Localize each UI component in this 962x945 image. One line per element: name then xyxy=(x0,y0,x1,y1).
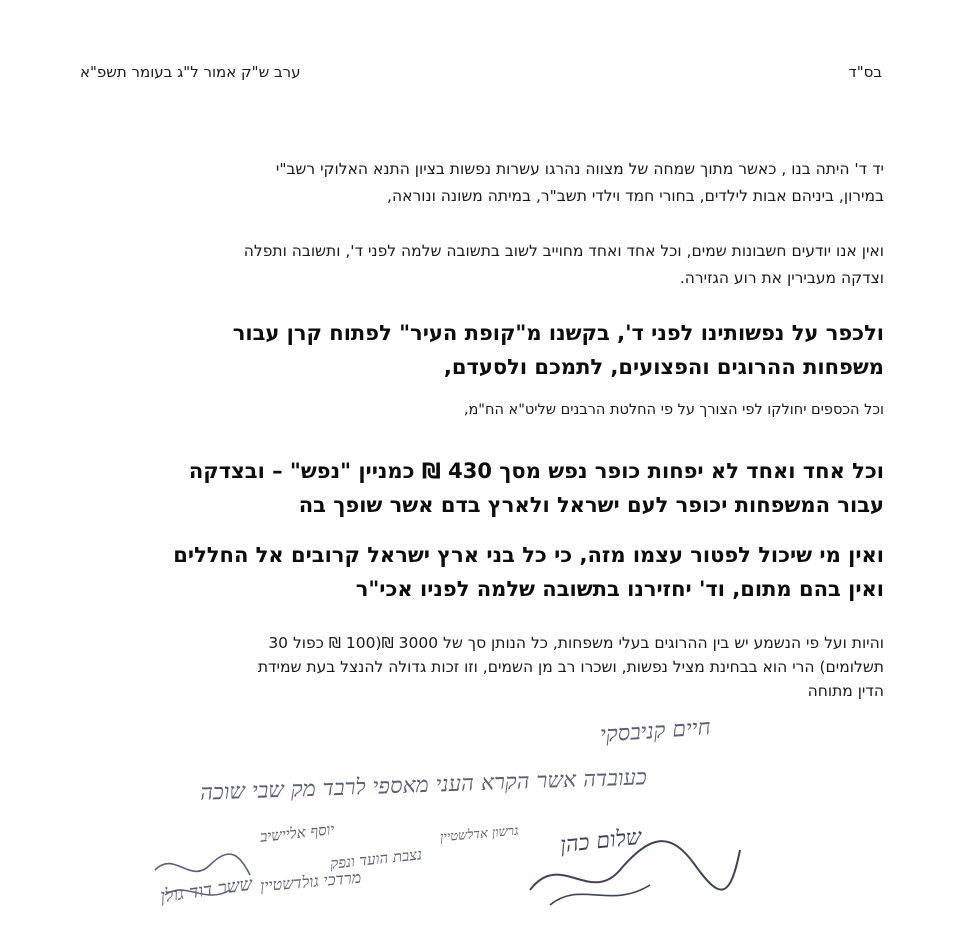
para6-line2: ואין בהם מתום, וד' יחזירנו בתשובה שלמה לפניו אכי"ר xyxy=(355,577,884,601)
signature-5: יוסף אליישיב xyxy=(259,820,336,846)
signature-3: שלום כהן xyxy=(558,824,643,859)
para7-line2: תשלומים) הרי הוא בבחינת מציל נפשות, ושכרו רב מן השמים, וזו זכות גדולה להנצל בעת שמידת xyxy=(257,658,884,676)
para7-line3: הדין מתוחה xyxy=(807,682,884,700)
para1-line2: במירון, ביניהם אבות לילדים, בחורי חמד וילדי תשב"ר, במיתה משונה ונוראה, xyxy=(387,187,884,205)
para4-line1: וכל הכספים יחולקו לפי הצורך על פי החלטת הרבנים שליט"א הח"מ, xyxy=(463,402,884,418)
signature-4: גרשון אדלשטיין xyxy=(439,823,519,846)
signature-6: נצבת הועד ונפק xyxy=(329,845,423,873)
signature-scribble-icon xyxy=(150,840,260,920)
signature-1: חיים קניבסקי xyxy=(599,715,712,748)
para1-line1: יד ד' היתה בנו , כאשר מתוך שמחה של מצווה נהרגו עשרות נפשות בציון התנא האלוקי רשב"י xyxy=(275,160,884,178)
para5-line2: עבור המשפחות יכופר לעם ישראל ולארץ בדם אשר שופך בה xyxy=(298,493,884,517)
signature-flourish-icon xyxy=(520,810,750,920)
para6-line1: ואין מי שיכול לפטור עצמו מזה, כי כל בני ארץ ישראל קרובים אל החללים xyxy=(173,543,884,567)
para2-line1: ואין אנו יודעים חשבונות שמים, וכל אחד ואחד מחוייב לשוב בתשובה שלמה לפני ד', ותשובה ותפלה xyxy=(243,242,884,260)
signature-8: ששר דוד גולן xyxy=(158,873,254,908)
para2-line2: וצדקה מעבירין את רוע הגזירה. xyxy=(679,269,884,287)
para7-line1: והיות ועל פי הנשמע יש בין ההרוגים בעלי משפחות, כל הנותן סך של 3000 ₪(100 ₪ כפול 30 xyxy=(268,634,884,652)
para5-line1: וכל אחד ואחד לא יפחות כופר נפש מסך 430 ₪ כמניין "נפש" – ובצדקה xyxy=(188,459,884,483)
para3-line2: משפחות ההרוגים והפצועים, לתמכם ולסעדם, xyxy=(443,355,884,379)
bsd-header: בס"ד xyxy=(848,63,882,81)
signature-7: מרדכי גולדשטיין xyxy=(259,867,362,896)
date-header: ערב ש"ק אמור ל"ג בעומר תשפ"א xyxy=(80,63,301,81)
signature-2: כעובדה אשר הקרא העני מאספי לרבד מק שבי שוכה xyxy=(199,765,648,806)
para3-line1: ולכפר על נפשותינו לפני ד', בקשנו מ"קופת העיר" לפתוח קרן עבור xyxy=(232,321,884,345)
